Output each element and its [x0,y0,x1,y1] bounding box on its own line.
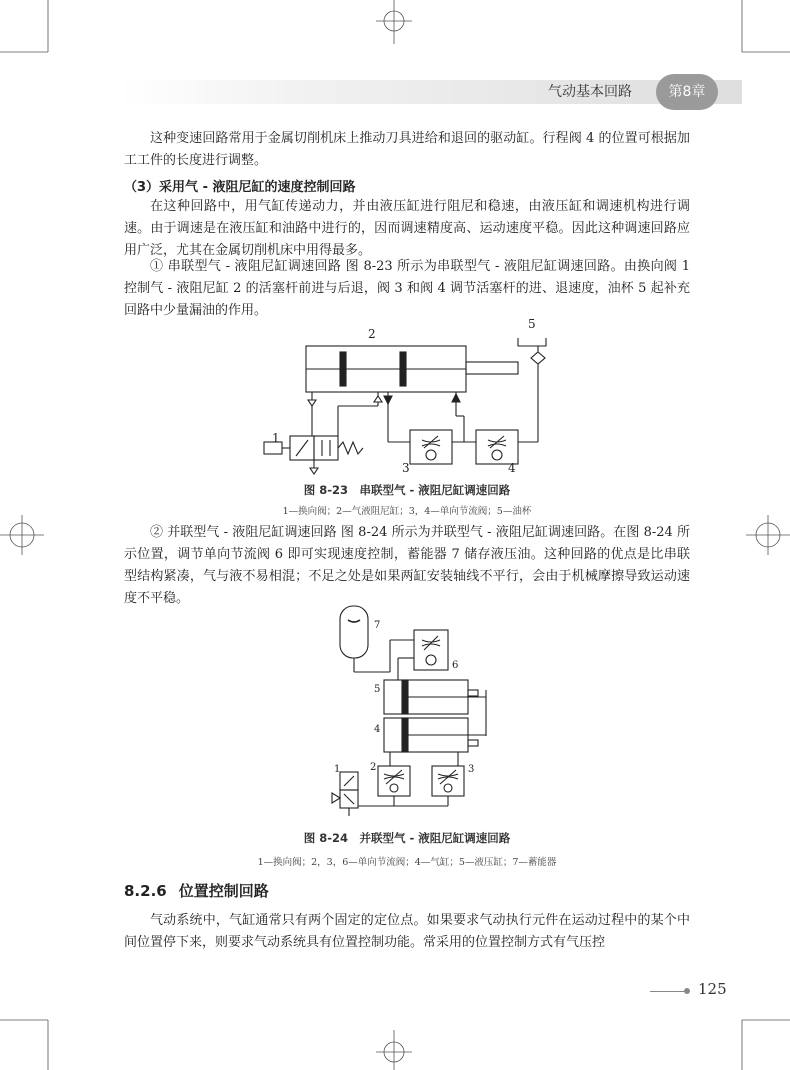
running-header-bar [120,80,742,104]
figure-8-23-diagram [250,316,560,482]
figure-8-23-caption: 图 8-23 串联型气 - 液阻尼缸调速回路 [303,483,511,497]
fig24-label-2: 2 [370,762,377,773]
fig24-label-3: 3 [468,764,475,775]
fig24-label-1: 1 [334,764,341,775]
fig24-label-6: 6 [452,660,459,671]
page-number-rule [650,991,686,992]
running-header-title: 气动基本回路 [548,84,632,100]
figure-8-23-legend: 1—换向阀；2—气液阻尼缸；3，4—单向节流阀；5—油杯 [282,506,532,517]
section-number: 8.2.6 [124,882,167,900]
figure-8-24-caption: 图 8-24 并联型气 - 液阻尼缸调速回路 [303,831,511,845]
paragraph-5: 气动系统中，气缸通常只有两个固定的定位点。如果要求气动执行元件在运动过程中的某个中间位置停下来，则要求气动系统具有位置控制功能。常采用的位置控制方式有气压控 [124,913,690,950]
paragraph-3: ① 串联型气 - 液阻尼缸调速回路 图 8-23 所示为串联型气 - 液阻尼缸调速回路。由换向阀 1 控制气 - 液阻尼缸 2 的活塞杆前进与后退，阀 3 和阀 4 调节活塞杆的进、退速度，油杯 5 起补充回路中少量漏油的作用。 [124,259,691,318]
fig24-label-4: 4 [374,724,381,735]
chapter-badge: 第8章 [656,74,718,110]
fig23-label-4: 4 [508,461,516,475]
fig23-label-5: 5 [528,317,536,331]
fig24-label-7: 7 [374,620,381,631]
fig24-label-5: 5 [374,684,381,695]
figure-8-24-diagram [318,600,498,822]
section-title: 位置控制回路 [178,882,269,900]
subsection-heading: （3）采用气 - 液阻尼缸的速度控制回路 [124,180,356,195]
figure-8-24-legend: 1—换向阀；2，3，6—单向节流阀；4—气缸；5—液压缸；7—蓄能器 [257,857,557,868]
page-number: 125 [698,980,727,998]
section-heading [124,880,269,901]
paragraph-2: 在这种回路中，用气缸传递动力，并由液压缸进行阻尼和稳速，由液压缸和调速机构进行调速。由于调速是在液压缸和油路中进行的，因而调速精度高、运动速度平稳。因此这种调速回路应用广泛，尤其在金属切削机床中用得最多。 [124,199,690,258]
page-number-dot [684,988,690,994]
fig23-label-3: 3 [402,461,410,475]
paragraph-4: ② 并联型气 - 液阻尼缸调速回路 图 8-24 所示为并联型气 - 液阻尼缸调速回路。在图 8-24 所示位置，调节单向节流阀 6 即可实现速度控制，蓄能器 7 储存液压油。这种回路的优点是比串联型结构紧凑，气与液不易相混；不足之处是如果两缸安装轴线不平行，会由于机械摩擦导致运动速度不平稳。 [124,525,690,606]
paragraph-1: 这种变速回路常用于金属切削机床上推动刀具进给和退回的驱动缸。行程阀 4 的位置可根据加工工件的长度进行调整。 [124,131,690,168]
fig23-label-1: 1 [272,431,280,445]
fig23-label-2: 2 [368,327,376,341]
